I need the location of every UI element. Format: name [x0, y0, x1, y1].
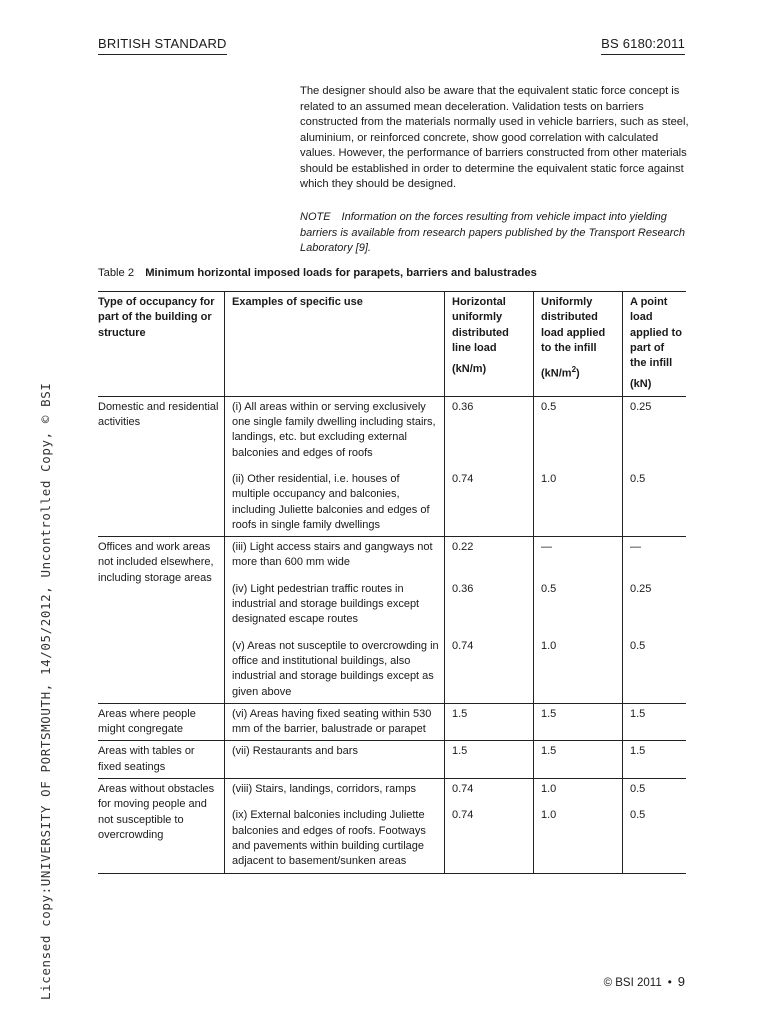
loads-table [98, 291, 686, 874]
intro-paragraph: The designer should also be aware that the equivalent static force concept is related to an assumed mean deceleration. Validation tests on barriers constructed from the materials normally used in vehicle barriers, such as steel, aluminium, or reinforced concrete, show good correlation with calculated values. However, the performance of barriers constructed from other materials should be established in order to determine the equivalent static force against which they should be designed. [300, 85, 689, 190]
header-point-load: A point load applied to part of the infill (kN) [623, 292, 687, 397]
unit-point-load: (kN) [630, 378, 652, 391]
header-line-load: Horizontal uniformly distributed line load (kN/m) [445, 292, 534, 397]
line-load-cell: 0.36 [445, 574, 534, 631]
header-occupancy-type: Type of occupancy for part of the building or structure [98, 292, 225, 397]
table-row [98, 779, 686, 801]
point-load-cell: 1.5 [623, 741, 687, 779]
infill-udl-cell: 0.5 [534, 574, 623, 631]
point-load-cell: 0.5 [623, 800, 687, 873]
occupancy-type-cell: Offices and work areas not included elsewhere, including storage areas [98, 537, 225, 704]
point-load-cell: 0.25 [630, 582, 652, 595]
table-row [98, 741, 686, 779]
line-load-cell: 0.22 [445, 537, 534, 574]
infill-udl-cell: 0.5 [534, 396, 623, 464]
table-row [98, 396, 686, 464]
infill-udl-cell: 1.0 [534, 464, 623, 537]
table-row [98, 537, 686, 574]
note-paragraph: NOTE Information on the forces resulting from vehicle impact into yielding barriers is available from research papers published by the Transport Research Laboratory [9]. [300, 211, 685, 254]
line-load-cell: 1.5 [445, 703, 534, 741]
line-load-cell: 0.36 [445, 396, 534, 464]
specific-use-cell: (ii) Other residential, i.e. houses of multiple occupancy and balconies, including Juliette balconies and edges of roofs in single family dwellings [225, 464, 445, 537]
point-load-cell: 0.25 [623, 396, 687, 464]
footer-separator: • [667, 977, 672, 989]
specific-use-cell: (ix) External balconies including Juliette balconies and edges of roofs. Footways and pavements within building curtilage adjacent to basement/sunken areas [225, 800, 445, 873]
line-load-cell: 0.74 [445, 464, 534, 537]
infill-udl-cell: — [534, 537, 623, 574]
point-load-cell: 0.5 [623, 779, 687, 801]
specific-use-cell: (v) Areas not susceptile to overcrowding in office and institutional buildings, also industrial and storage buildings except as given above [225, 631, 445, 704]
point-load-cell: — [623, 537, 687, 574]
header-standard-label: BRITISH STANDARD [98, 36, 227, 55]
header-document-number: BS 6180:2011 [601, 36, 685, 55]
specific-use-cell: (iii) Light access stairs and gangways not more than 600 mm wide [225, 537, 445, 574]
infill-udl-cell: 1.0 [534, 779, 623, 801]
header-specific-use: Examples of specific use [225, 292, 445, 397]
infill-udl-cell: 1.0 [534, 631, 623, 704]
infill-udl-cell: 1.5 [534, 703, 623, 741]
line-load-cell: 0.74 [445, 779, 534, 801]
table-caption-title: Minimum horizontal imposed loads for parapets, barriers and balustrades [145, 267, 537, 279]
footer-copyright: © BSI 2011 [603, 977, 662, 989]
license-watermark: Licensed copy:UNIVERSITY OF PORTSMOUTH, 14/05/2012, Uncontrolled Copy, © BSI [38, 382, 53, 1000]
table-caption-label: Table 2 [98, 267, 135, 279]
occupancy-type-cell: Domestic and residential activities [98, 396, 225, 536]
point-load-cell: 0.5 [630, 639, 646, 652]
occupancy-type-cell: Areas without obstacles for moving people and not susceptible to overcrowding [98, 779, 225, 873]
specific-use-cell: (i) All areas within or serving exclusively one single family dwelling including stairs, landings, etc. but excluding external balconies and edges of roofs [225, 396, 445, 464]
line-load-cell: 1.5 [445, 741, 534, 779]
table-caption [98, 267, 537, 279]
specific-use-cell: (vii) Restaurants and bars [225, 741, 445, 779]
unit-line-load: (kN/m) [452, 363, 487, 376]
page-footer [604, 974, 685, 989]
infill-udl-cell: 1.0 [534, 800, 623, 873]
occupancy-type-cell: Areas where people might congregate [98, 703, 225, 741]
specific-use-cell: (vi) Areas having fixed seating within 530 mm of the barrier, balustrade or parapet [225, 703, 445, 741]
table-row [98, 703, 686, 741]
header-infill-udl: Uniformly distributed load applied to the infill $(kN/m^2)$ [534, 292, 623, 397]
infill-udl-cell: 1.5 [534, 741, 623, 779]
point-load-cell: 0.5 [630, 472, 646, 485]
specific-use-cell: (viii) Stairs, landings, corridors, ramps [225, 779, 445, 801]
line-load-cell: 0.74 [445, 631, 534, 704]
occupancy-type-cell: Areas with tables or fixed seatings [98, 741, 225, 779]
specific-use-cell: (iv) Light pedestrian traffic routes in industrial and storage buildings except designated escape routes [225, 574, 445, 631]
point-load-cell: 1.5 [623, 703, 687, 741]
table-header-row [98, 292, 686, 397]
unit-infill-udl: $(kN/m^2)$ [541, 365, 580, 380]
page-number: 9 [677, 974, 685, 989]
line-load-cell: 0.74 [445, 800, 534, 873]
